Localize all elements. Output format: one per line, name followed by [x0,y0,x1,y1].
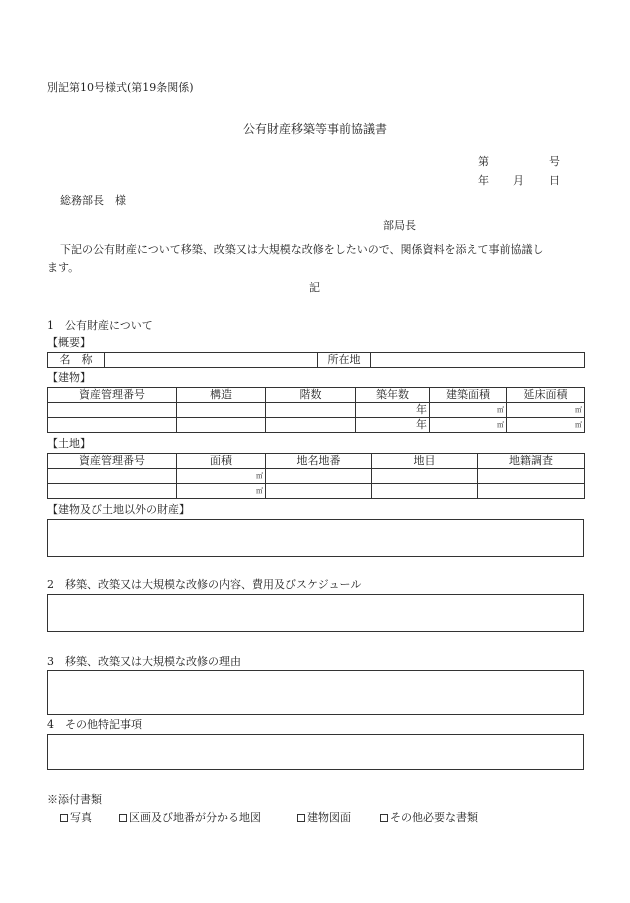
attachment-label: その他必要な書類 [390,811,478,824]
checkbox-icon[interactable] [119,814,127,822]
column-header: 資産管理番号 [48,454,177,469]
intro-line-1: 下記の公有財産について移築、改築又は大規模な改修をしたいので、関係資料を添えて事前協議し [60,243,544,256]
asset-number-cell[interactable] [48,418,177,433]
column-header: 建築面積 [430,388,507,403]
name-label: 名 称 [48,353,105,368]
floors-cell[interactable] [266,403,356,418]
age-cell[interactable]: 年 [356,418,430,433]
land-category-cell[interactable] [372,469,478,484]
other-property-box[interactable] [47,519,584,557]
column-header: 地籍調査 [478,454,585,469]
land-area-cell[interactable]: ㎡ [177,484,266,499]
attachments-heading: ※添付書類 [47,793,102,806]
table-row [48,353,585,368]
land-category-cell[interactable] [372,484,478,499]
column-header: 面積 [177,454,266,469]
attachment-map[interactable] [119,811,261,825]
location-label: 所在地 [318,353,371,368]
building-area-cell[interactable]: ㎡ [430,418,507,433]
floors-cell[interactable] [266,418,356,433]
column-header: 資産管理番号 [48,388,177,403]
intro-line-2: ます。 [47,261,80,274]
section-2-heading: 2 移築、改築又は大規模な改修の内容、費用及びスケジュール [47,578,362,591]
lot-number-cell[interactable] [266,484,372,499]
floor-area-cell[interactable]: ㎡ [507,418,585,433]
land-area-cell[interactable]: ㎡ [177,469,266,484]
number-prefix: 第 [478,155,489,168]
cadastral-survey-cell[interactable] [478,484,585,499]
document-title: 公有財産移築等事前協議書 [243,122,388,136]
section-4-heading: 4 その他特記事項 [47,718,142,731]
table-header-row [48,388,585,403]
overview-table [47,352,585,368]
date-month-label: 月 [513,174,524,187]
section-3-heading: 3 移築、改築又は大規模な改修の理由 [47,655,241,668]
attachment-photo[interactable] [60,811,92,825]
column-header: 構造 [177,388,266,403]
building-label: 【建物】 [47,371,91,384]
location-input-cell[interactable] [371,353,585,368]
date-year-label: 年 [478,174,489,187]
structure-cell[interactable] [177,403,266,418]
overview-label: 【概要】 [47,336,91,349]
cadastral-survey-cell[interactable] [478,469,585,484]
asset-number-cell[interactable] [48,403,177,418]
structure-cell[interactable] [177,418,266,433]
table-header-row [48,454,585,469]
lot-number-cell[interactable] [266,469,372,484]
column-header: 延床面積 [507,388,585,403]
number-suffix: 号 [549,155,560,168]
attachment-building-drawing[interactable] [297,811,351,825]
column-header: 階数 [266,388,356,403]
table-row [48,469,585,484]
other-property-label: 【建物及び土地以外の財産】 [47,503,190,516]
form-number: 別記第10号様式(第19条関係) [47,81,194,94]
column-header: 地目 [372,454,478,469]
attachment-label: 区画及び地番が分かる地図 [129,811,261,824]
attachment-label: 建物図面 [307,811,351,824]
table-row [48,418,585,433]
asset-number-cell[interactable] [48,484,177,499]
column-header: 築年数 [356,388,430,403]
table-row [48,403,585,418]
date-day-label: 日 [549,174,560,187]
column-header: 地名地番 [266,454,372,469]
ki-label: 記 [309,281,320,294]
building-area-cell[interactable]: ㎡ [430,403,507,418]
sender: 部局長 [383,219,416,232]
land-table [47,453,585,499]
age-cell[interactable]: 年 [356,403,430,418]
reason-box[interactable] [47,670,584,715]
table-row [48,484,585,499]
checkbox-icon[interactable] [297,814,305,822]
building-table [47,387,585,433]
asset-number-cell[interactable] [48,469,177,484]
checkbox-icon[interactable] [60,814,68,822]
special-notes-box[interactable] [47,734,584,770]
land-label: 【土地】 [47,437,91,450]
name-input-cell[interactable] [105,353,318,368]
addressee: 総務部長 様 [60,194,126,207]
content-schedule-box[interactable] [47,594,584,632]
attachment-other-documents[interactable] [380,811,478,825]
section-1-heading: 1 公有財産について [47,319,153,332]
floor-area-cell[interactable]: ㎡ [507,403,585,418]
checkbox-icon[interactable] [380,814,388,822]
attachment-label: 写真 [70,811,92,824]
